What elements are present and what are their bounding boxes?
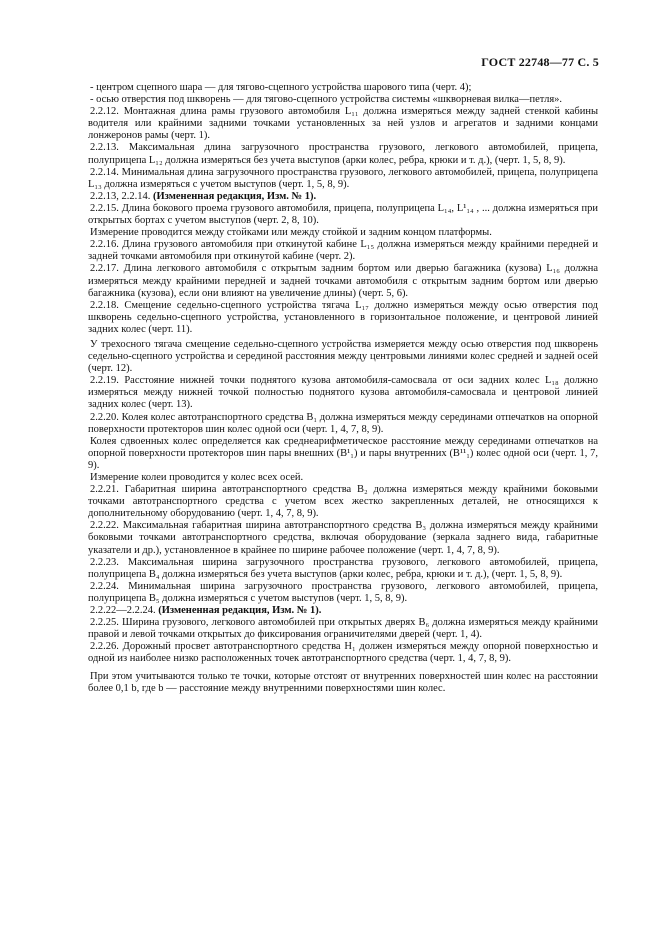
paragraph: При этом учитываются только те точки, которые отстоят от внутренних поверхностей шин колес на расстоянии более 0,1 b, где b — расстояние между внутренними поверхностями шин колес. [88, 670, 598, 694]
paragraph: 2.2.13. Максимальная длина загрузочного пространства грузового, легкового автомобилей, прицепа, полуприцепа L₁₂ должна измеряться без учета выступов (арки колес, ребра, крюки и т. д.), (черт. 1, 5, 8, 9). [88, 142, 598, 166]
paragraph: 2.2.19. Расстояние нижней точки поднятого кузова автомобиля-самосвала от оси задних колес L₁₈ должно измеряться между нижней точкой полностью поднятого кузова автомобиля-самосвала и центровой линией задних колес (черт. 13). [88, 375, 598, 411]
paragraph: 2.2.15. Длина бокового проема грузового автомобиля, прицепа, полуприцепа L₁₄, L¹₁₄ , ... должна измеряться при открытых бортах с учетом выступов (черт. 2, 8, 10). [88, 202, 598, 227]
paragraph: 2.2.24. Минимальная ширина загрузочного пространства грузового, легкового автомобилей, прицепа, полуприцепа B₅ должна измеряться с учетом выступов (черт. 1, 5, 8, 9). [88, 580, 598, 604]
paragraph: Измерение проводится между стойками или между стойкой и задним концом платформы. [90, 227, 492, 239]
paragraph: 2.2.20. Колея колес автотранспортного средства B₁ должна измеряться между серединами отпечатков на опорной поверхности протекторов шин колес одной оси (черт. 1, 4, 7, 8, 9). [88, 411, 598, 435]
paragraph: 2.2.26. Дорожный просвет автотранспортного средства H₁ должен измеряться между опорной поверхностью и одной из наиболее низко расположенных точек автотранспортного средства (черт. 1, 4, 7, 8, 9). [88, 641, 598, 665]
paragraph: У трехосного тягача смещение седельно-сцепного устройства измеряется между осью отверстия под шкворень седельно-сцепного устройства и серединой расстояния между центровыми линиями колес средней и задней осей (черт. 12). [88, 338, 598, 375]
paragraph: 2.2.16. Длина грузового автомобиля при откинутой кабине L₁₅ должна измеряться между крайними передней и задней точками автомобиля при откинутой кабине (черт. 2). [88, 239, 598, 263]
paragraph: Колея сдвоенных колес определяется как среднеарифметическое расстояние между серединами отпечатков на опорной поверхности протекторов шин пары внешних (B¹₁) и пары внутренних (B¹¹₁) колес одной оси (черт. 1, 7, 9). [88, 435, 598, 471]
paragraph: 2.2.21. Габаритная ширина автотранспортного средства B₂ должна измеряться между крайними боковыми точками автотранспортного средства с учетом всех жестко закрепленных деталей, не относящихся к дополнительному оборудованию (черт. 1, 4, 7, 8, 9). [88, 484, 598, 520]
paragraph: 2.2.23. Максимальная ширина загрузочного пространства грузового, легкового автомобилей, прицепа, полуприцепа B₄ должна измеряться без учета выступов (арки колес, ребра, крюки и т. д.), (черт. 1, 5, 8, 9). [88, 556, 598, 580]
paragraph: 2.2.22. Максимальная габаритная ширина автотранспортного средства B₃ должна измеряться между крайними боковыми точками автотранспортного средства, включая оборудование (зеркала заднего вида, габаритные указатели и др.), установленное в крайнее по ширине рабочее положение (черт. 1, 4, 7, 8, 9). [88, 520, 598, 556]
document-body [88, 82, 598, 695]
edition-note [88, 191, 598, 203]
edition-note [88, 605, 598, 617]
paragraph: 2.2.12. Монтажная длина рамы грузового автомобиля L₁₁ должна измеряться между задней стенкой кабины водителя или крайними задними точками установленных за ней узлов и агрегатов и задними концами лонжеронов рамы (черт. 1). [88, 106, 598, 142]
edition-ref: 2.2.22—2.2.24. [90, 605, 156, 617]
paragraph: 2.2.18. Смещение седельно-сцепного устройства тягача L₁₇ должно измеряться между осью отверстия под шкворень седельно-сцепного устройства, установленного в горизонтальное положение, и центровой линией задних колес (черт. 11). [88, 299, 598, 335]
page-header: ГОСТ 22748—77 С. 5 [481, 55, 599, 69]
edition-ref: 2.2.13, 2.2.14. [90, 190, 151, 202]
paragraph: 2.2.17. Длина легкового автомобиля с открытым задним бортом или дверью багажника (кузова) L₁₆ должна измеряться между крайними передней и задней точками автомобиля с открытым задним бортом или дверью багажника (кузова), если они влияют на увеличение длины) (черт. 5, 6). [88, 263, 598, 299]
edition-label: (Измененная редакция, Изм. № 1). [158, 605, 322, 617]
paragraph: 2.2.25. Ширина грузового, легкового автомобилей при открытых дверях B₆ должна измеряться между крайними правой и левой точками открытых до фиксирования ограничителями дверей (черт. 1, 4). [88, 617, 598, 641]
edition-label: (Измененная редакция, Изм. № 1). [153, 190, 317, 202]
paragraph: - центром сцепного шара — для тягово-сцепного устройства шарового типа (черт. 4); [90, 82, 472, 93]
paragraph: Измерение колеи проводится у колес всех осей. [90, 472, 304, 483]
paragraph: - осью отверстия под шкворень — для тягово-сцепного устройства системы «шкворневая вилка—петля». [90, 94, 563, 106]
paragraph: 2.2.14. Минимальная длина загрузочного пространства грузового, легкового автомобилей, прицепа, полуприцепа L₁₃ должна измеряться с учетом выступов (черт. 1, 5, 8, 9). [88, 166, 598, 190]
